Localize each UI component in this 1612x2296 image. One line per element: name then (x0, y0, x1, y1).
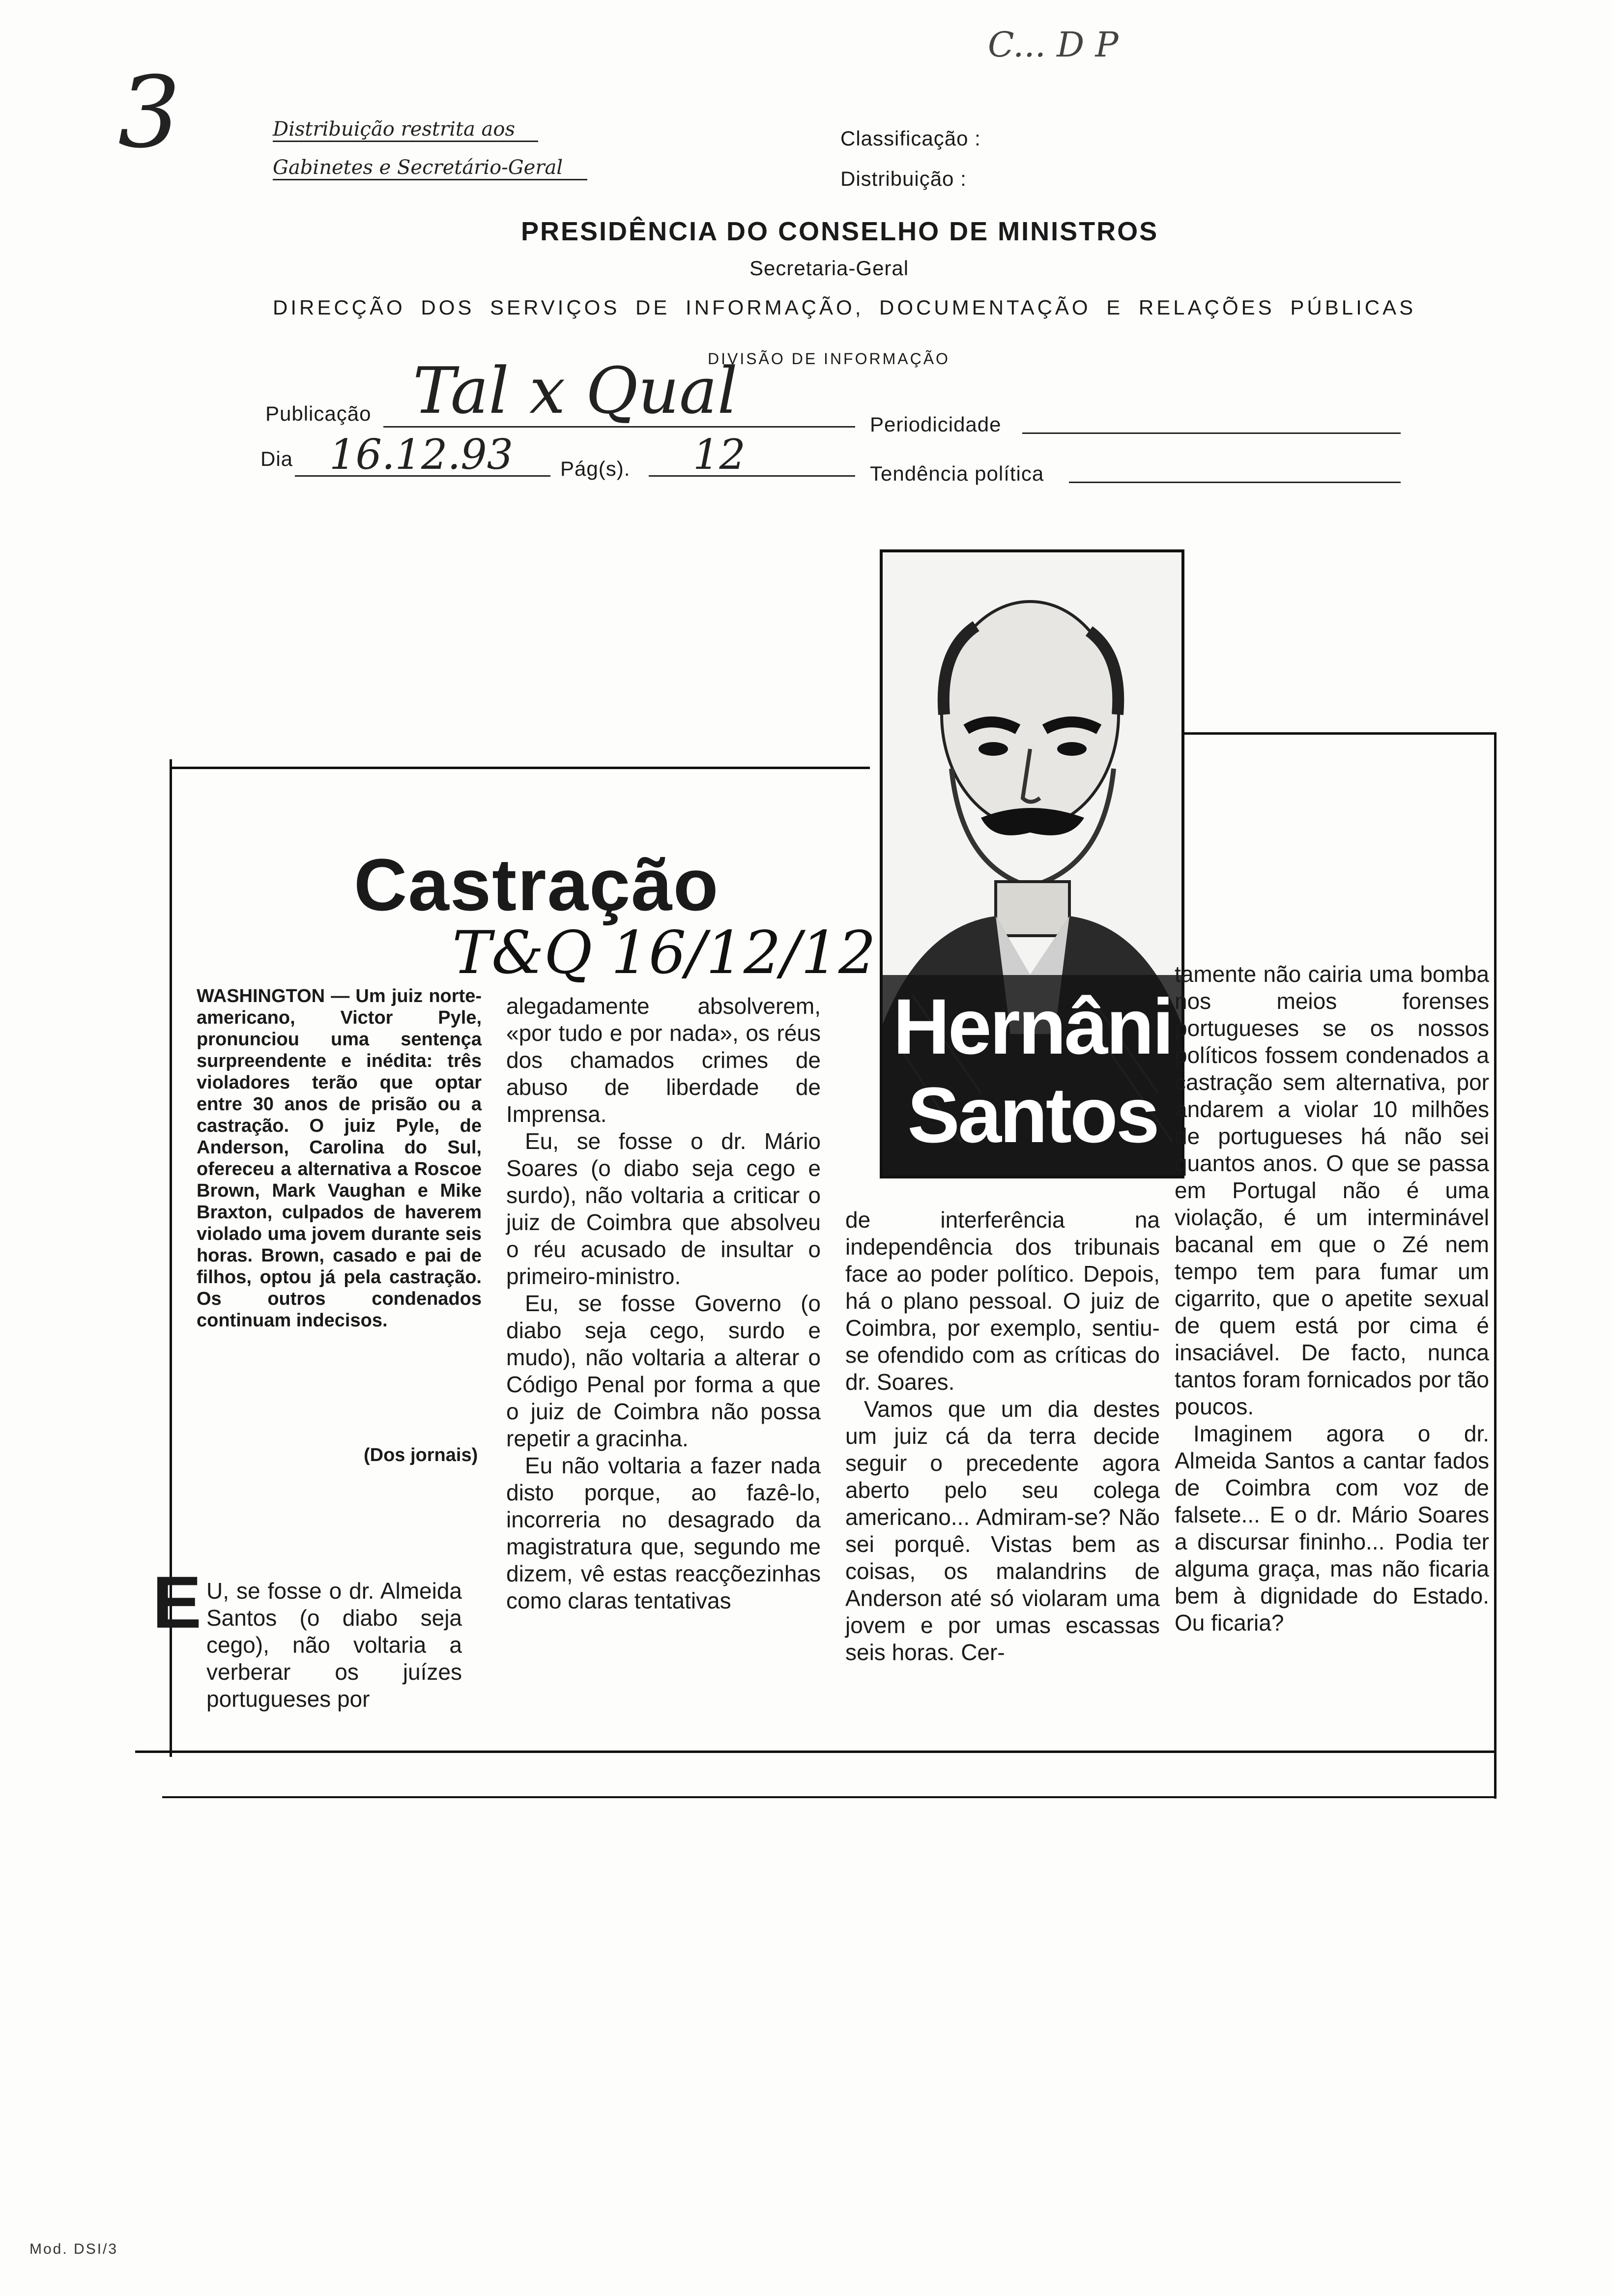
periodicidade-line (1022, 432, 1401, 434)
periodicidade-label: Periodicidade (870, 413, 1002, 436)
column-3-text (845, 1206, 1160, 1666)
pags-value: 12 (649, 432, 855, 477)
publicacao-label: Publicação (265, 402, 372, 425)
secretaria-heading: Secretaria-Geral (749, 257, 909, 280)
distribution-line-2: Gabinetes e Secretário-Geral (273, 156, 587, 180)
lead-source: (Dos jornais) (364, 1445, 478, 1465)
distribution-line-1: Distribuição restrita aos (273, 118, 538, 142)
direccao-heading: DIRECÇÃO DOS SERVIÇOS DE INFORMAÇÃO, DOCUMENTAÇÃO E RELAÇÕES PÚBLICAS (273, 296, 1416, 319)
presidency-heading: PRESIDÊNCIA DO CONSELHO DE MINISTROS (521, 217, 1159, 246)
classificacao-label: Classificação : (840, 127, 981, 150)
column-2-paragraph-3: Eu, se fosse Governo (o diabo seja cego, surdo e mudo), não voltaria a alterar o Código Penal por forma a que o juiz de Coimbra não possa repetir a gracinha. (506, 1291, 821, 1451)
clipping-bottom-rule (135, 1751, 1494, 1753)
form-code: Mod. DSI/3 (29, 2241, 118, 2257)
column-2-text (506, 993, 821, 1614)
tendencia-label: Tendência política (870, 462, 1044, 485)
dia-value: 16.12.93 (295, 432, 550, 477)
top-right-handwritten-note: C... D P (988, 25, 1119, 65)
article-title: Castração (354, 843, 720, 926)
author-photo-frame (880, 549, 1184, 1178)
pags-label: Pág(s). (560, 457, 631, 480)
tendencia-line (1069, 482, 1401, 483)
author-last-name: Santos (907, 1071, 1158, 1159)
column-3-paragraph-2: Vamos que um dia destes um juiz cá da terra decide seguir o precedente agora aberto pelo seu colega americano... Admiram-se? Não sei porquê. Vistas bem as coisas, os malandrins de Anderson até só violaram uma jovem e por umas escassas seis horas. Cer- (845, 1396, 1160, 1665)
drop-cap: E (152, 1561, 202, 1643)
publicacao-value: Tal x Qual (383, 354, 855, 428)
divisao-heading: DIVISÃO DE INFORMAÇÃO (708, 350, 950, 368)
column-4-paragraph-1: tamente não cairia uma bomba nos meios forenses portugueses se os nossos políticos fossem condenados a castração sem alternativa, por andarem a violar 10 milhões de portugueses há não sei quantos anos. O que se passa em Portugal não é uma violação, é um interminável bacanal em que o Zé nem tempo tem para fumar um cigarrito, que o apetite sexual de quem está por cima é insaciável. De facto, nunca tantos foram fornicados por tão poucos. (1175, 961, 1489, 1419)
distribuicao-label: Distribuição : (840, 167, 967, 190)
dia-label: Dia (260, 447, 293, 470)
column-1-paragraph: U, se fosse o dr. Almeida Santos (o diabo seja cego), não voltaria a verberar os juízes portugueses por (206, 1578, 462, 1712)
author-first-name: Hernâni (893, 982, 1172, 1070)
clipping-bottom-rule-2 (162, 1796, 1494, 1798)
column-2-paragraph-4: Eu não voltaria a fazer nada disto porque, ao fazê-lo, incorreria no desagrado da magistratura que, segundo me dizem, vê estas reacçõezinhas como claras tentativas (506, 1453, 821, 1613)
clipping-right-rule (1494, 732, 1497, 1799)
column-2-paragraph-1: alegadamente absolverem, «por tudo e por nada», os réus dos chamados crimes de abuso de liberdade de Imprensa. (506, 993, 821, 1127)
page-number-mark: 3 (118, 56, 181, 170)
column-4-text (1175, 961, 1489, 1636)
column-3-paragraph-1: de interferência na independência dos tribunais face ao poder político. Depois, há o plano pessoal. O juiz de Coimbra, por exemplo, sentiu-se ofendido com as críticas do dr. Soares. (845, 1207, 1160, 1395)
column-1-text (147, 1578, 462, 1713)
lead-paragraph: WASHINGTON — Um juiz norte-americano, Victor Pyle, pronunciou uma sentença surpreendente e inédita: três violadores terão que optar entre 30 anos de prisão ou a castração. O juiz Pyle, de Anderson, Carolina do Sul, ofereceu a alternativa a Roscoe Brown, Mark Vaughan e Mike Braxton, culpados de haverem violado uma jovem durante seis horas. Brown, casado e pai de filhos, optou já pela castração. Os outros condenados continuam indecisos. (197, 986, 482, 1331)
clipping-top-rule-right (1182, 732, 1497, 735)
column-4-paragraph-2: Imaginem agora o dr. Almeida Santos a cantar fados de Coimbra com voz de falsete... E o dr. Mário Soares a discursar fininho... Podia ter alguma graça, mas não ficaria bem à dignidade do Estado. Ou ficaria? (1175, 1421, 1489, 1636)
clipping-top-rule-left (172, 767, 870, 769)
column-2-paragraph-2: Eu, se fosse o dr. Mário Soares (o diabo seja cego e surdo), não voltaria a criticar o juiz de Coimbra que absolveu o réu acusado de insultar o primeiro-ministro. (506, 1128, 821, 1289)
handwritten-source-note: T&Q 16/12/12 (452, 919, 876, 987)
